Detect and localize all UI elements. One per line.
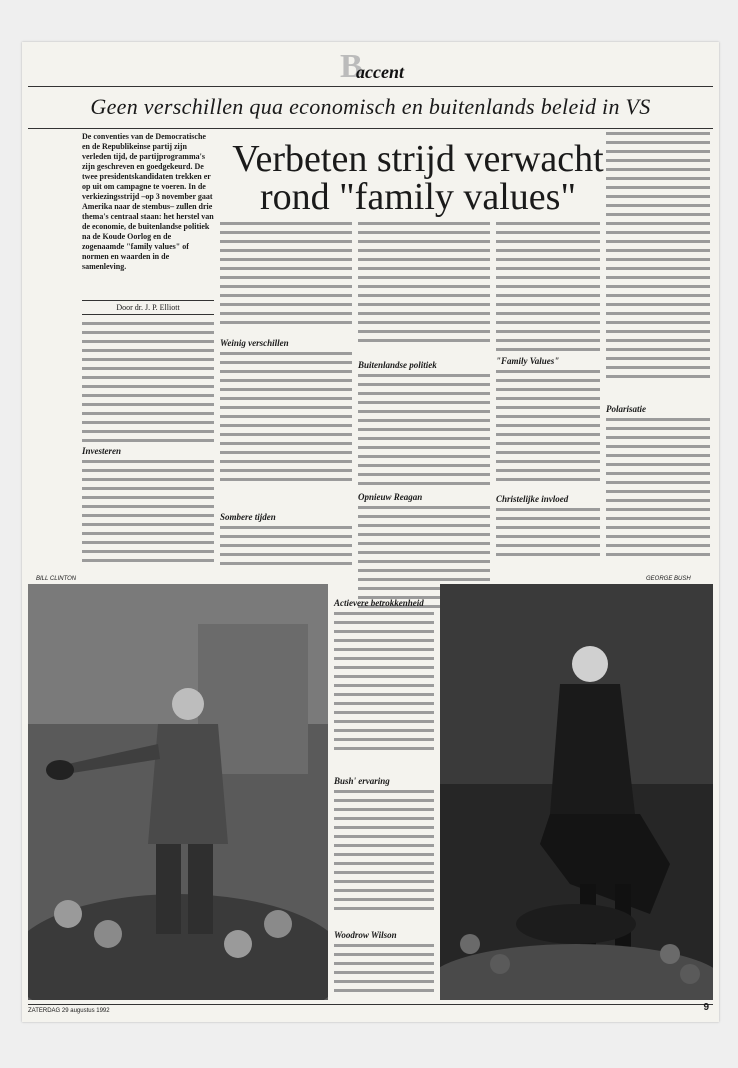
body-text-block (358, 222, 490, 352)
body-text-block (334, 944, 434, 996)
body-text-block (606, 132, 710, 394)
subhead-sombere-tijden: Sombere tijden (220, 512, 276, 522)
body-text-block (496, 370, 600, 490)
clinton-photo-illustration (28, 584, 328, 1000)
body-text-block (220, 352, 352, 492)
subhead-weinig-verschillen: Weinig verschillen (220, 338, 289, 348)
article-title: Verbeten strijd verwacht rond "family values" (232, 138, 604, 218)
photo-george-bush (440, 584, 713, 1000)
section-logo (340, 48, 410, 85)
subhead-investeren: Investeren (82, 446, 121, 456)
top-rule (28, 86, 713, 87)
logo-word: accent (356, 62, 404, 82)
subhead-bush-ervaring: Bush' ervaring (334, 776, 390, 786)
body-text-block (82, 460, 214, 570)
body-text-block (606, 418, 710, 570)
logo-letter: B (340, 48, 363, 85)
caption-bill-clinton: BILL CLINTON (36, 576, 77, 582)
body-text-block (496, 222, 600, 358)
subhead-polarisatie: Polarisatie (606, 404, 646, 414)
bush-photo-illustration (440, 584, 713, 1000)
lead-paragraph: De conventies van de Democratische en de Republikeinse partij zijn verleden tijd, de partijprogramma's zijn geschreven en goedgekeurd. De twee presidentskandidaten trekken er op uit om campagne te voeren. In de verkiezingsstrijd –op 3 november gaat Amerika naar de stembus– zullen drie thema's centraal staan: het herstel van de economie, de buitenlandse politiek na de Koude Oorlog en de zogenaamde "family values" of normen en waarden in de samenleving. (82, 132, 214, 271)
headline: Geen verschillen qua economisch en buitenlands beleid in VS (90, 94, 651, 119)
body-text-block (220, 526, 352, 570)
subhead-family-values: "Family Values" (496, 356, 560, 366)
subhead-christelijke-invloed: Christelijke invloed (496, 494, 569, 504)
byline: Door dr. J. P. Elliott (82, 300, 214, 315)
photo-bill-clinton (28, 584, 328, 1000)
body-text-block (220, 222, 352, 334)
subhead-actievere-betrokkenheid: Actievere betrokkenheid (334, 598, 424, 608)
body-text-block (334, 790, 434, 922)
body-text-block (82, 322, 214, 442)
footer-rule (28, 1004, 713, 1005)
body-text-block (358, 374, 490, 490)
footer-date: ZATERDAG 29 augustus 1992 (28, 1008, 110, 1014)
subhead-opnieuw-reagan: Opnieuw Reagan (358, 492, 423, 502)
body-text-block (334, 612, 434, 766)
headline-rule (28, 128, 713, 129)
newspaper-page (22, 42, 719, 1022)
subhead-buitenlandse-politiek: Buitenlandse politiek (358, 360, 437, 370)
page-number: 9 (703, 1002, 709, 1013)
subhead-woodrow-wilson: Woodrow Wilson (334, 930, 397, 940)
caption-george-bush: GEORGE BUSH (646, 576, 691, 582)
body-text-block (496, 508, 600, 570)
